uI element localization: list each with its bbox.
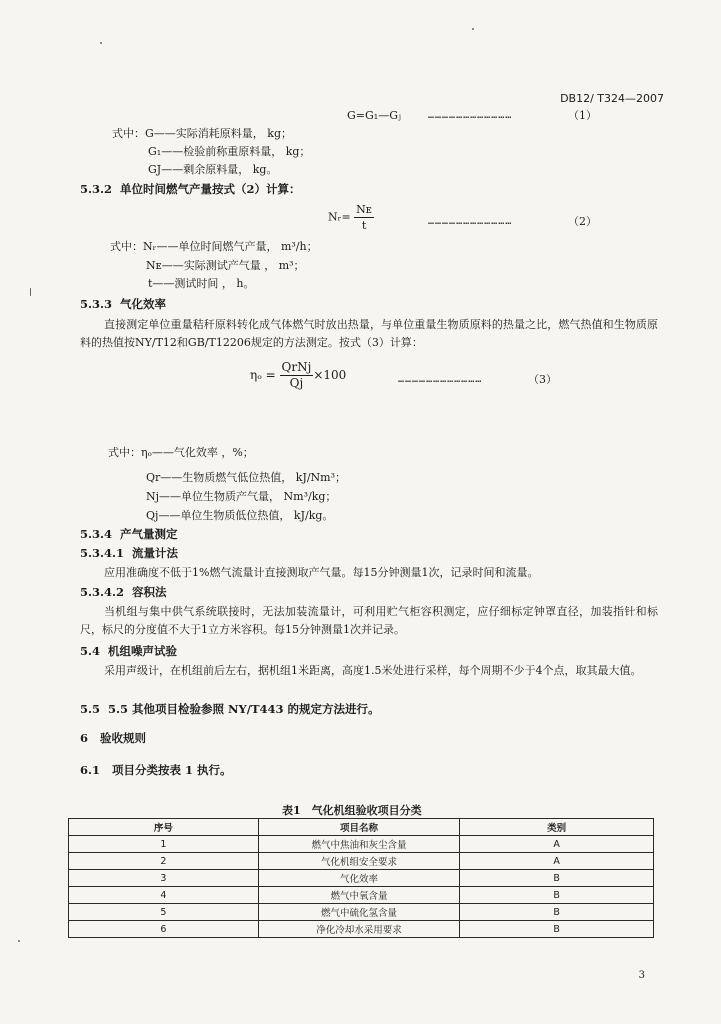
legend-desc: ——剩余原料量， kg。 [161,163,278,176]
legend-desc: ——气化效率 ，%； [151,446,254,459]
section-title: 项目分类按表 1 执行。 [112,763,232,777]
legend-symbol: t [148,277,153,290]
legend-symbol: G [145,127,154,140]
legend-desc: ——单位生物质产气量， Nm³/kg； [159,490,337,503]
classification-table [68,818,654,938]
column-header: 序号 [69,819,259,836]
scan-speck [472,28,474,30]
table-row [69,853,654,870]
section-6-1-heading [80,763,232,777]
legend-symbol: Qj [146,509,159,522]
table-row [69,836,654,853]
table-cell: B [460,921,654,938]
legend-3-row [146,509,333,523]
legend-3-row [146,471,346,485]
section-number: 5.3.4.2 [80,585,125,599]
legend-symbol: ηₒ [141,446,152,459]
formula-lhs: ηₒ = [250,368,276,382]
table-cell: B [460,887,654,904]
table-cell: 燃气中氧含量 [258,887,460,904]
formula-lhs: Nᵣ= [328,210,351,224]
scan-speck [30,288,31,296]
section-number: 6.1 [80,763,101,777]
formula-1-number: （1） [568,109,597,122]
formula-3-dots: ……………………………… [398,374,483,385]
section-number: 6 [80,731,89,745]
legend-symbol: Qr [146,471,161,484]
section-6-heading [80,731,146,745]
table-cell: 气化机组安全要求 [258,853,460,870]
fraction-denominator: Qj [289,376,304,390]
table-cell: A [460,836,654,853]
table-cell: 燃气中硫化氢含量 [258,904,460,921]
section-number: 5.3.3 [80,297,113,311]
legend-3-row [108,446,254,460]
scan-speck [18,940,20,942]
legend-label: 式中： [108,446,141,459]
section-number: 5.4 [80,644,101,658]
section-5-4-heading [80,644,177,658]
section-5-3-4-2-paragraph: 当机组与集中供气系统联接时，无法加装流量计，可利用贮气柜容积测定，应仔细标定钟罩直径，加装指针和标尺，标尺的分度值不大于1立方米容积。每15分钟测量1次并记录。 [80,605,658,636]
scan-speck [100,42,102,44]
table-cell: A [460,853,654,870]
table-cell: 净化冷却水采用要求 [258,921,460,938]
legend-2-row [146,259,305,273]
legend-3-row [146,490,336,504]
fraction [280,360,314,391]
formula-1: G=G₁—Gⱼ [347,109,401,122]
section-5-3-2-heading [80,182,301,196]
legend-symbol: Nᴇ [146,259,162,272]
legend-desc: ——单位生物质低位热值， kJ/kg。 [158,509,334,522]
legend-desc: ——实际消耗原料量， kg； [153,127,292,140]
column-header: 项目名称 [258,819,460,836]
legend-symbol: Nj [146,490,160,503]
section-title: 验收规则 [100,731,147,745]
table-cell: B [460,870,654,887]
legend-1-row [148,163,277,177]
legend-desc: ——单位时间燃气产量， m³/h； [156,240,318,253]
section-5-3-3-heading [80,297,166,311]
table-header-row [69,819,654,836]
legend-2-row [110,240,318,254]
section-title: 机组噪声试验 [108,644,178,658]
legend-desc: ——检验前称重原料量， kg； [161,145,311,158]
table-cell: B [460,904,654,921]
document-code: DB12/ T324—2007 [560,92,664,105]
section-5-3-4-heading [80,527,178,541]
legend-1-row [112,127,292,141]
column-header: 类别 [460,819,654,836]
table-cell: 2 [69,853,259,870]
formula-1-dots: ……………………………… [428,110,513,121]
section-title: 5.5 其他项目检验参照 NY/T443 的规定方法进行。 [108,702,380,716]
legend-desc: ——测试时间 ， h。 [152,277,255,290]
section-title: 产气量测定 [120,527,178,541]
section-number: 5.3.4 [80,527,113,541]
legend-symbol: Nᵣ [143,240,157,253]
legend-desc: ——实际测试产气量 ， m³； [161,259,305,272]
section-title: 容积法 [132,585,167,599]
legend-label: 式中： [110,240,143,253]
section-title: 单位时间燃气产量按式（2）计算： [120,182,301,196]
table-cell: 燃气中焦油和灰尘含量 [258,836,460,853]
legend-symbol: GJ [148,163,162,176]
section-number: 5.3.2 [80,182,113,196]
legend-1-row [148,145,310,159]
table-cell: 1 [69,836,259,853]
legend-2-row [148,277,255,291]
formula-3 [250,360,346,391]
section-title: 流量计法 [132,546,179,560]
legend-desc: ——生物质燃气低位热值， kJ/Nm³； [160,471,347,484]
table-cell: 6 [69,921,259,938]
section-number: 5.3.4.1 [80,546,125,560]
table-cell: 3 [69,870,259,887]
table-cell: 4 [69,887,259,904]
table-row [69,887,654,904]
table-cell: 气化效率 [258,870,460,887]
formula-2-number: （2） [568,215,597,228]
section-5-3-4-1-heading [80,546,178,560]
section-5-4-paragraph: 采用声级计，在机组前后左右，据机组1米距离，高度1.5米处进行采样，每个周期不少于4个点，取其最大值。 [104,664,642,677]
table-cell: 5 [69,904,259,921]
section-5-3-3-paragraph: 直接测定单位重量秸秆原料转化成气体燃气时放出热量，与单位重量生物质原料的热量之比，燃气热值和生物质原料的热值按NY/T12和GB/T12206规定的方法测定。按式（3）计算： [80,318,658,349]
fraction-denominator: t [361,219,367,232]
table-caption: 表1 气化机组验收项目分类 [282,804,422,817]
section-number: 5.5 [80,702,101,716]
formula-tail: ×100 [313,368,347,382]
section-5-5-heading [80,702,380,716]
fraction-numerator: QrNj [281,360,312,374]
formula-2 [328,202,374,233]
section-title: 气化效率 [120,297,167,311]
formula-3-number: （3） [528,373,557,386]
legend-symbol: G₁ [148,145,162,158]
table-row [69,904,654,921]
fraction [354,202,374,233]
formula-2-dots: ……………………………… [428,216,513,227]
page-number: 3 [638,970,645,981]
fraction-numerator: Nᴇ [356,203,372,216]
table-row [69,870,654,887]
legend-label: 式中： [112,127,145,140]
table-row [69,921,654,938]
section-5-3-4-2-heading [80,585,167,599]
section-5-3-4-1-paragraph: 应用准确度不低于1%燃气流量计直接测取产气量。每15分钟测量1次，记录时间和流量。 [104,566,539,579]
